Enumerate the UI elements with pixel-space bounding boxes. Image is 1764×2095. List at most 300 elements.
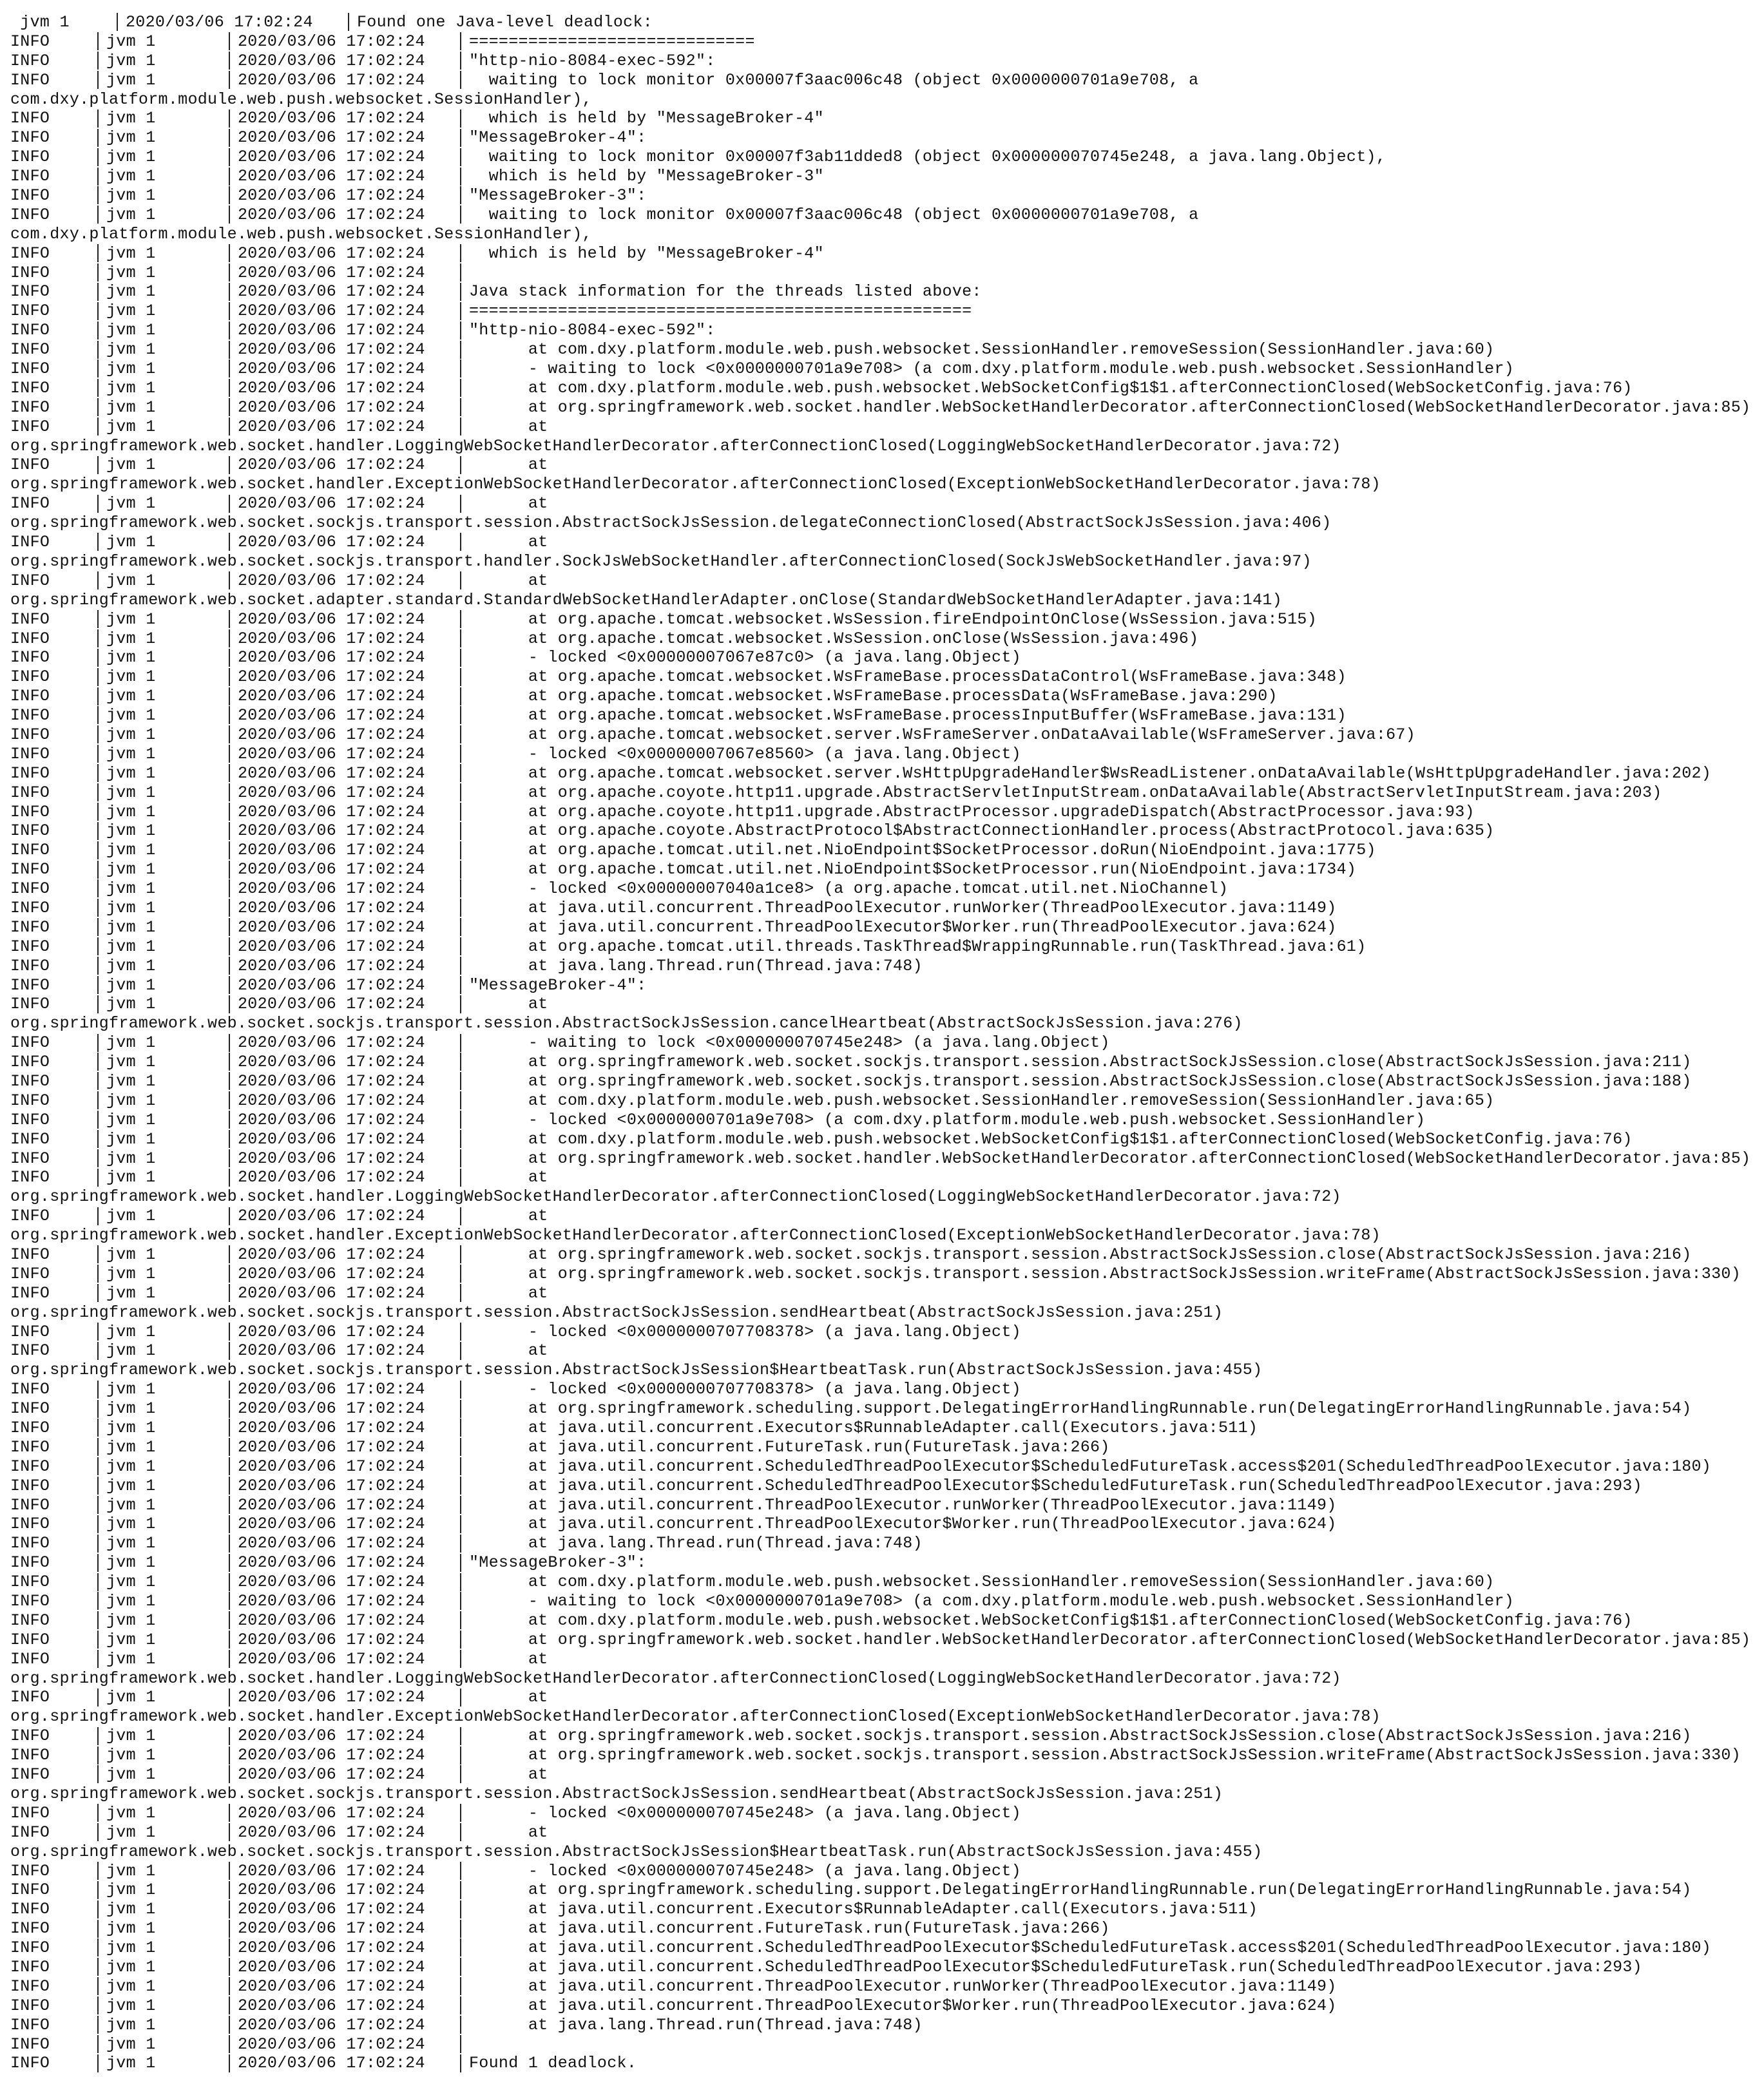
column-separator xyxy=(229,571,230,589)
log-timestamp: 2020/03/06 17:02:24 xyxy=(238,975,425,995)
log-jvm: jvm 1 xyxy=(106,1573,156,1592)
log-jvm: jvm 1 xyxy=(106,687,156,706)
column-separator xyxy=(97,668,99,686)
log-jvm: jvm 1 xyxy=(106,1053,156,1072)
log-level: INFO xyxy=(10,2015,50,2034)
log-line xyxy=(10,706,1750,725)
column-separator xyxy=(229,129,230,147)
log-line xyxy=(10,455,1750,475)
column-separator xyxy=(97,1727,99,1745)
log-timestamp: 2020/03/06 17:02:24 xyxy=(238,571,425,590)
log-jvm: jvm 1 xyxy=(106,956,156,975)
column-separator xyxy=(97,687,99,705)
log-level: INFO xyxy=(10,1419,50,1438)
log-message: - locked <0x000000070745e248> (a java.lang.Object) xyxy=(469,1861,1021,1880)
log-level: INFO xyxy=(10,1207,50,1226)
log-level: INFO xyxy=(10,706,50,725)
column-separator xyxy=(460,937,461,955)
column-separator xyxy=(229,302,230,320)
log-level: INFO xyxy=(10,687,50,706)
log-line xyxy=(10,186,1750,206)
log-message: org.springframework.web.socket.handler.ExceptionWebSocketHandlerDecorator.afterConnectionClosed(ExceptionWebSocketHandlerDecorator.java:78) xyxy=(10,1707,1381,1727)
column-separator xyxy=(97,1053,99,1071)
log-message: org.springframework.web.socket.sockjs.transport.session.AbstractSockJsSession.sendHeartbeat(AbstractSockJsSession.java:251) xyxy=(10,1784,1223,1803)
column-separator xyxy=(460,263,461,282)
column-separator xyxy=(229,957,230,975)
column-separator xyxy=(97,1688,99,1707)
log-message: at xyxy=(469,1168,548,1187)
log-message: at java.util.concurrent.FutureTask.run(FutureTask.java:266) xyxy=(469,1919,1110,1938)
column-separator xyxy=(229,263,230,282)
log-jvm: jvm 1 xyxy=(106,1168,156,1187)
log-jvm: jvm 1 xyxy=(106,1245,156,1264)
log-jvm: jvm 1 xyxy=(106,494,156,513)
log-level: INFO xyxy=(10,282,50,301)
column-separator xyxy=(97,725,99,743)
log-line xyxy=(10,1631,1750,1650)
column-separator xyxy=(460,283,461,301)
column-separator xyxy=(97,1823,99,1841)
log-level: INFO xyxy=(10,1592,50,1611)
log-timestamp: 2020/03/06 17:02:24 xyxy=(238,1264,425,1283)
column-separator xyxy=(229,52,230,70)
column-separator xyxy=(460,1938,461,1956)
log-line xyxy=(10,282,1750,301)
column-separator xyxy=(229,1688,230,1707)
log-line xyxy=(10,648,1750,667)
column-separator xyxy=(460,32,461,50)
column-separator xyxy=(229,1862,230,1880)
column-separator xyxy=(229,456,230,474)
column-separator xyxy=(229,1650,230,1668)
column-separator xyxy=(97,957,99,975)
column-separator xyxy=(229,1034,230,1052)
column-separator xyxy=(229,629,230,647)
column-separator xyxy=(229,1400,230,1418)
log-line xyxy=(10,1515,1750,1534)
column-separator xyxy=(460,1400,461,1418)
log-message: "MessageBroker-4": xyxy=(469,975,647,995)
column-separator xyxy=(460,995,461,1013)
log-jvm: jvm 1 xyxy=(106,2034,156,2054)
log-jvm: jvm 1 xyxy=(106,205,156,224)
log-level: INFO xyxy=(10,167,50,186)
log-level: INFO xyxy=(10,609,50,629)
log-jvm: jvm 1 xyxy=(106,879,156,899)
column-separator xyxy=(229,341,230,359)
log-line-continuation xyxy=(10,1361,1750,1380)
log-timestamp: 2020/03/06 17:02:24 xyxy=(238,2015,425,2034)
log-line xyxy=(10,1977,1750,1996)
log-jvm: jvm 1 xyxy=(106,937,156,956)
log-jvm: jvm 1 xyxy=(106,1630,156,1649)
column-separator xyxy=(97,1111,99,1129)
column-separator xyxy=(97,610,99,628)
column-separator xyxy=(229,879,230,897)
log-level: INFO xyxy=(10,1168,50,1187)
column-separator xyxy=(229,1554,230,1572)
log-line xyxy=(10,417,1750,437)
log-line xyxy=(10,1419,1750,1438)
log-level: INFO xyxy=(10,898,50,917)
log-jvm: jvm 1 xyxy=(106,1822,156,1842)
column-separator xyxy=(97,533,99,551)
log-message: - locked <0x0000000701a9e708> (a com.dxy.platform.module.web.push.websocket.SessionHandler) xyxy=(469,1110,1426,1129)
log-line xyxy=(10,32,1750,52)
log-level: INFO xyxy=(10,841,50,860)
column-separator xyxy=(97,1457,99,1475)
log-message: which is held by "MessageBroker-4" xyxy=(469,109,824,128)
log-line xyxy=(10,2016,1750,2035)
log-level: INFO xyxy=(10,109,50,128)
log-timestamp: 2020/03/06 17:02:24 xyxy=(238,1322,425,1341)
log-timestamp: 2020/03/06 17:02:24 xyxy=(238,1688,425,1707)
log-line xyxy=(10,687,1750,706)
column-separator xyxy=(348,13,349,31)
column-separator xyxy=(460,1053,461,1071)
column-separator xyxy=(229,1149,230,1167)
column-separator xyxy=(229,1727,230,1745)
log-line xyxy=(10,71,1750,90)
log-timestamp: 2020/03/06 17:02:24 xyxy=(238,1245,425,1264)
column-separator xyxy=(229,899,230,917)
log-line xyxy=(10,13,1750,32)
log-level: INFO xyxy=(10,51,50,70)
log-message: "MessageBroker-3": xyxy=(469,1553,647,1573)
log-level: INFO xyxy=(10,571,50,590)
log-jvm: jvm 1 xyxy=(106,340,156,359)
log-level: INFO xyxy=(10,860,50,879)
log-line xyxy=(10,995,1750,1014)
log-timestamp: 2020/03/06 17:02:24 xyxy=(238,1900,425,1919)
log-jvm: jvm 1 xyxy=(106,186,156,206)
log-jvm: jvm 1 xyxy=(106,763,156,783)
log-message: ============================= xyxy=(469,32,755,51)
log-level: INFO xyxy=(10,1803,50,1822)
log-message: at xyxy=(469,1688,548,1707)
log-timestamp: 2020/03/06 17:02:24 xyxy=(238,629,425,648)
log-line-continuation xyxy=(10,1669,1750,1688)
log-timestamp: 2020/03/06 17:02:24 xyxy=(238,1437,425,1457)
column-separator xyxy=(460,610,461,628)
column-separator xyxy=(97,32,99,50)
column-separator xyxy=(97,1650,99,1668)
log-line xyxy=(10,764,1750,783)
column-separator xyxy=(460,167,461,186)
log-timestamp: 2020/03/06 17:02:24 xyxy=(238,1419,425,1438)
log-jvm: jvm 1 xyxy=(106,898,156,917)
column-separator xyxy=(229,1746,230,1765)
column-separator xyxy=(229,379,230,397)
column-separator xyxy=(229,687,230,705)
column-separator xyxy=(229,1573,230,1591)
log-jvm: jvm 1 xyxy=(106,1938,156,1958)
log-line xyxy=(10,148,1750,167)
log-message: at org.springframework.web.socket.sockjs.transport.session.AbstractSockJsSession.writeFrame(AbstractSockJsSession.java:330) xyxy=(469,1746,1741,1765)
column-separator xyxy=(229,1996,230,2014)
column-separator xyxy=(460,1823,461,1841)
column-separator xyxy=(229,1169,230,1187)
log-message: at xyxy=(469,494,548,513)
log-line xyxy=(10,1457,1750,1477)
log-timestamp: 2020/03/06 17:02:24 xyxy=(238,917,425,937)
column-separator xyxy=(460,1323,461,1341)
log-line xyxy=(10,1091,1750,1111)
column-separator xyxy=(460,2016,461,2034)
log-line xyxy=(10,1900,1750,1919)
log-level: INFO xyxy=(10,802,50,821)
column-separator xyxy=(97,976,99,994)
log-line xyxy=(10,206,1750,225)
log-timestamp: 2020/03/06 17:02:24 xyxy=(238,148,425,167)
column-separator xyxy=(460,321,461,340)
log-line xyxy=(10,725,1750,745)
column-separator xyxy=(460,725,461,743)
log-line xyxy=(10,52,1750,71)
log-line xyxy=(10,1207,1750,1226)
log-message: org.springframework.web.socket.sockjs.transport.handler.SockJsWebSocketHandler.afterConnectionClosed(SockJsWebSocketHandler.java:97) xyxy=(10,551,1312,571)
column-separator xyxy=(229,1765,230,1783)
log-level: INFO xyxy=(10,1727,50,1746)
column-separator xyxy=(97,71,99,89)
column-separator xyxy=(229,1072,230,1090)
column-separator xyxy=(97,1554,99,1572)
column-separator xyxy=(97,359,99,378)
log-jvm: jvm 1 xyxy=(106,609,156,629)
column-separator xyxy=(97,1149,99,1167)
log-line-continuation xyxy=(10,1784,1750,1804)
column-separator xyxy=(229,649,230,667)
log-timestamp: 2020/03/06 17:02:24 xyxy=(238,898,425,917)
log-line xyxy=(10,1149,1750,1169)
column-separator xyxy=(460,1573,461,1591)
column-separator xyxy=(97,1938,99,1956)
column-separator xyxy=(97,129,99,147)
log-jvm: jvm 1 xyxy=(106,1957,156,1976)
log-message: at java.util.concurrent.ScheduledThreadPoolExecutor$ScheduledFutureTask.access$201(ScheduledThreadPoolExecutor.java:180) xyxy=(469,1938,1712,1958)
log-message: which is held by "MessageBroker-4" xyxy=(469,244,824,263)
log-level: INFO xyxy=(10,1129,50,1149)
log-timestamp: 2020/03/06 17:02:24 xyxy=(238,609,425,629)
column-separator xyxy=(460,1381,461,1399)
log-level: INFO xyxy=(10,378,50,397)
log-message: waiting to lock monitor 0x00007f3ab11dded8 (object 0x000000070745e248, a java.lang.Object), xyxy=(469,148,1386,167)
column-separator xyxy=(460,1977,461,1995)
log-message: at java.util.concurrent.ScheduledThreadPoolExecutor$ScheduledFutureTask.run(ScheduledThreadPoolExecutor.java:293) xyxy=(469,1957,1642,1976)
column-separator xyxy=(97,1034,99,1052)
log-line xyxy=(10,167,1750,186)
column-separator xyxy=(229,206,230,224)
column-separator xyxy=(97,1535,99,1553)
log-message: at org.springframework.scheduling.support.DelegatingErrorHandlingRunnable.run(DelegatingErrorHandlingRunnable.java:54) xyxy=(469,1399,1692,1419)
log-line xyxy=(10,1938,1750,1958)
log-timestamp: 2020/03/06 17:02:24 xyxy=(238,1129,425,1149)
log-level: INFO xyxy=(10,128,50,148)
log-jvm: jvm 1 xyxy=(106,128,156,148)
column-separator xyxy=(97,822,99,840)
log-level: INFO xyxy=(10,629,50,648)
log-jvm: jvm 1 xyxy=(106,1765,156,1784)
column-separator xyxy=(460,1727,461,1745)
log-line xyxy=(10,1033,1750,1053)
log-jvm: jvm 1 xyxy=(106,2015,156,2034)
log-line xyxy=(10,1688,1750,1707)
column-separator xyxy=(97,745,99,763)
log-timestamp: 2020/03/06 17:02:24 xyxy=(238,802,425,821)
log-level: INFO xyxy=(10,186,50,206)
log-jvm: jvm 1 xyxy=(106,802,156,821)
column-separator xyxy=(97,1592,99,1610)
log-level: INFO xyxy=(10,975,50,995)
column-separator xyxy=(460,706,461,724)
column-separator xyxy=(229,1381,230,1399)
log-line xyxy=(10,1477,1750,1496)
column-separator xyxy=(97,995,99,1013)
column-separator xyxy=(229,861,230,879)
log-level: INFO xyxy=(10,70,50,90)
log-line xyxy=(10,1168,1750,1187)
log-level: INFO xyxy=(10,1822,50,1842)
column-separator xyxy=(460,1650,461,1668)
log-level: INFO xyxy=(10,1919,50,1938)
log-message: org.springframework.web.socket.sockjs.transport.session.AbstractSockJsSession.cancelHeartbeat(AbstractSockJsSession.java:276) xyxy=(10,1014,1243,1033)
column-separator xyxy=(460,302,461,320)
column-separator xyxy=(97,283,99,301)
column-separator xyxy=(229,2054,230,2072)
column-separator xyxy=(229,32,230,50)
log-line xyxy=(10,1245,1750,1265)
log-jvm: jvm 1 xyxy=(106,397,156,417)
log-line xyxy=(10,1438,1750,1457)
column-separator xyxy=(97,302,99,320)
log-timestamp: 2020/03/06 17:02:24 xyxy=(238,263,425,282)
log-message: at xyxy=(469,1207,548,1226)
log-message: waiting to lock monitor 0x00007f3aac006c48 (object 0x0000000701a9e708, a xyxy=(469,70,1199,90)
log-jvm: jvm 1 xyxy=(106,70,156,90)
log-line xyxy=(10,860,1750,879)
log-line xyxy=(10,957,1750,976)
column-separator xyxy=(229,186,230,204)
column-separator xyxy=(97,1765,99,1783)
column-separator xyxy=(97,937,99,955)
log-jvm: jvm 1 xyxy=(106,1592,156,1611)
log-message: - waiting to lock <0x0000000701a9e708> (a com.dxy.platform.module.web.push.websocket.SessionHandler) xyxy=(469,1592,1515,1611)
log-message: at org.springframework.web.socket.sockjs.transport.session.AbstractSockJsSession.close(AbstractSockJsSession.java:216) xyxy=(469,1245,1692,1264)
log-message: at xyxy=(469,1765,548,1784)
log-line xyxy=(10,1958,1750,1977)
column-separator xyxy=(229,167,230,186)
log-level: INFO xyxy=(10,1976,50,1996)
log-message: at org.springframework.web.socket.handler.WebSocketHandlerDecorator.afterConnectionClosed(WebSocketHandlerDecorator.java:85) xyxy=(469,1630,1751,1649)
column-separator xyxy=(229,918,230,936)
log-level: INFO xyxy=(10,1380,50,1399)
log-line xyxy=(10,1746,1750,1765)
log-jvm: jvm 1 xyxy=(106,51,156,70)
log-message: - locked <0x0000000707708378> (a java.lang.Object) xyxy=(469,1380,1021,1399)
column-separator xyxy=(97,1977,99,1995)
column-separator xyxy=(229,668,230,686)
log-message: com.dxy.platform.module.web.push.websocket.SessionHandler), xyxy=(10,224,592,244)
log-line xyxy=(10,1650,1750,1669)
log-jvm: jvm 1 xyxy=(106,1746,156,1765)
log-jvm: jvm 1 xyxy=(106,244,156,263)
log-message: "MessageBroker-3": xyxy=(469,186,647,206)
log-message: at org.springframework.web.socket.sockjs.transport.session.AbstractSockJsSession.close(AbstractSockJsSession.java:188) xyxy=(469,1071,1692,1091)
log-message: at org.apache.tomcat.util.net.NioEndpoint$SocketProcessor.run(NioEndpoint.java:1734) xyxy=(469,860,1357,879)
log-message: - waiting to lock <0x0000000701a9e708> (a com.dxy.platform.module.web.push.websocket.SessionHandler) xyxy=(469,359,1515,379)
column-separator xyxy=(97,1746,99,1765)
column-separator xyxy=(97,1862,99,1880)
log-timestamp: 2020/03/06 17:02:24 xyxy=(238,1996,425,2015)
log-message: at java.util.concurrent.Executors$RunnableAdapter.call(Executors.java:511) xyxy=(469,1900,1258,1919)
log-jvm: jvm 1 xyxy=(106,32,156,51)
log-timestamp: 2020/03/06 17:02:24 xyxy=(238,359,425,379)
log-message: - waiting to lock <0x000000070745e248> (a java.lang.Object) xyxy=(469,1033,1110,1053)
column-separator xyxy=(460,957,461,975)
log-timestamp: 2020/03/06 17:02:24 xyxy=(238,1380,425,1399)
log-message: at java.lang.Thread.run(Thread.java:748) xyxy=(469,1534,923,1553)
log-jvm: jvm 1 xyxy=(106,533,156,552)
column-separator xyxy=(460,1920,461,1938)
log-line xyxy=(10,667,1750,687)
column-separator xyxy=(229,1457,230,1475)
log-line-continuation xyxy=(10,225,1750,244)
log-timestamp: 2020/03/06 17:02:24 xyxy=(238,1071,425,1091)
column-separator xyxy=(460,1072,461,1090)
log-jvm: jvm 1 xyxy=(106,1649,156,1669)
column-separator xyxy=(229,1053,230,1071)
column-separator xyxy=(460,1862,461,1880)
log-line xyxy=(10,379,1750,398)
column-separator xyxy=(460,1804,461,1822)
log-line xyxy=(10,263,1750,283)
log-level: INFO xyxy=(10,1900,50,1919)
column-separator xyxy=(460,206,461,224)
column-separator xyxy=(97,1381,99,1399)
log-jvm: jvm 1 xyxy=(106,1861,156,1880)
log-message: at java.util.concurrent.ThreadPoolExecutor.runWorker(ThreadPoolExecutor.java:1149) xyxy=(469,1495,1337,1515)
column-separator xyxy=(460,1207,461,1225)
log-message: at java.lang.Thread.run(Thread.java:748) xyxy=(469,2015,923,2034)
log-timestamp: 2020/03/06 17:02:24 xyxy=(238,1746,425,1765)
log-message: at java.util.concurrent.ThreadPoolExecutor.runWorker(ThreadPoolExecutor.java:1149) xyxy=(469,1976,1337,1996)
log-timestamp: 2020/03/06 17:02:24 xyxy=(238,70,425,90)
log-timestamp: 2020/03/06 17:02:24 xyxy=(238,1727,425,1746)
log-line-continuation xyxy=(10,513,1750,533)
column-separator xyxy=(117,13,118,31)
column-separator xyxy=(229,71,230,89)
log-level: INFO xyxy=(10,744,50,763)
column-separator xyxy=(460,764,461,782)
log-level: INFO xyxy=(10,533,50,552)
column-separator xyxy=(97,1245,99,1263)
column-separator xyxy=(97,1419,99,1437)
column-separator xyxy=(460,1958,461,1976)
log-level: INFO xyxy=(10,1534,50,1553)
column-separator xyxy=(460,1765,461,1783)
log-level: INFO xyxy=(10,1341,50,1361)
log-timestamp: 2020/03/06 17:02:24 xyxy=(238,32,425,51)
column-separator xyxy=(460,1592,461,1610)
log-timestamp: 2020/03/06 17:02:24 xyxy=(238,533,425,552)
column-separator xyxy=(229,1342,230,1360)
log-level: INFO xyxy=(10,1245,50,1264)
column-separator xyxy=(460,687,461,705)
log-level: INFO xyxy=(10,648,50,667)
log-message: org.springframework.web.socket.sockjs.transport.session.AbstractSockJsSession$HeartbeatTask.run(AbstractSockJsSession.java:455) xyxy=(10,1361,1263,1380)
log-level: INFO xyxy=(10,494,50,513)
log-line xyxy=(10,1534,1750,1553)
